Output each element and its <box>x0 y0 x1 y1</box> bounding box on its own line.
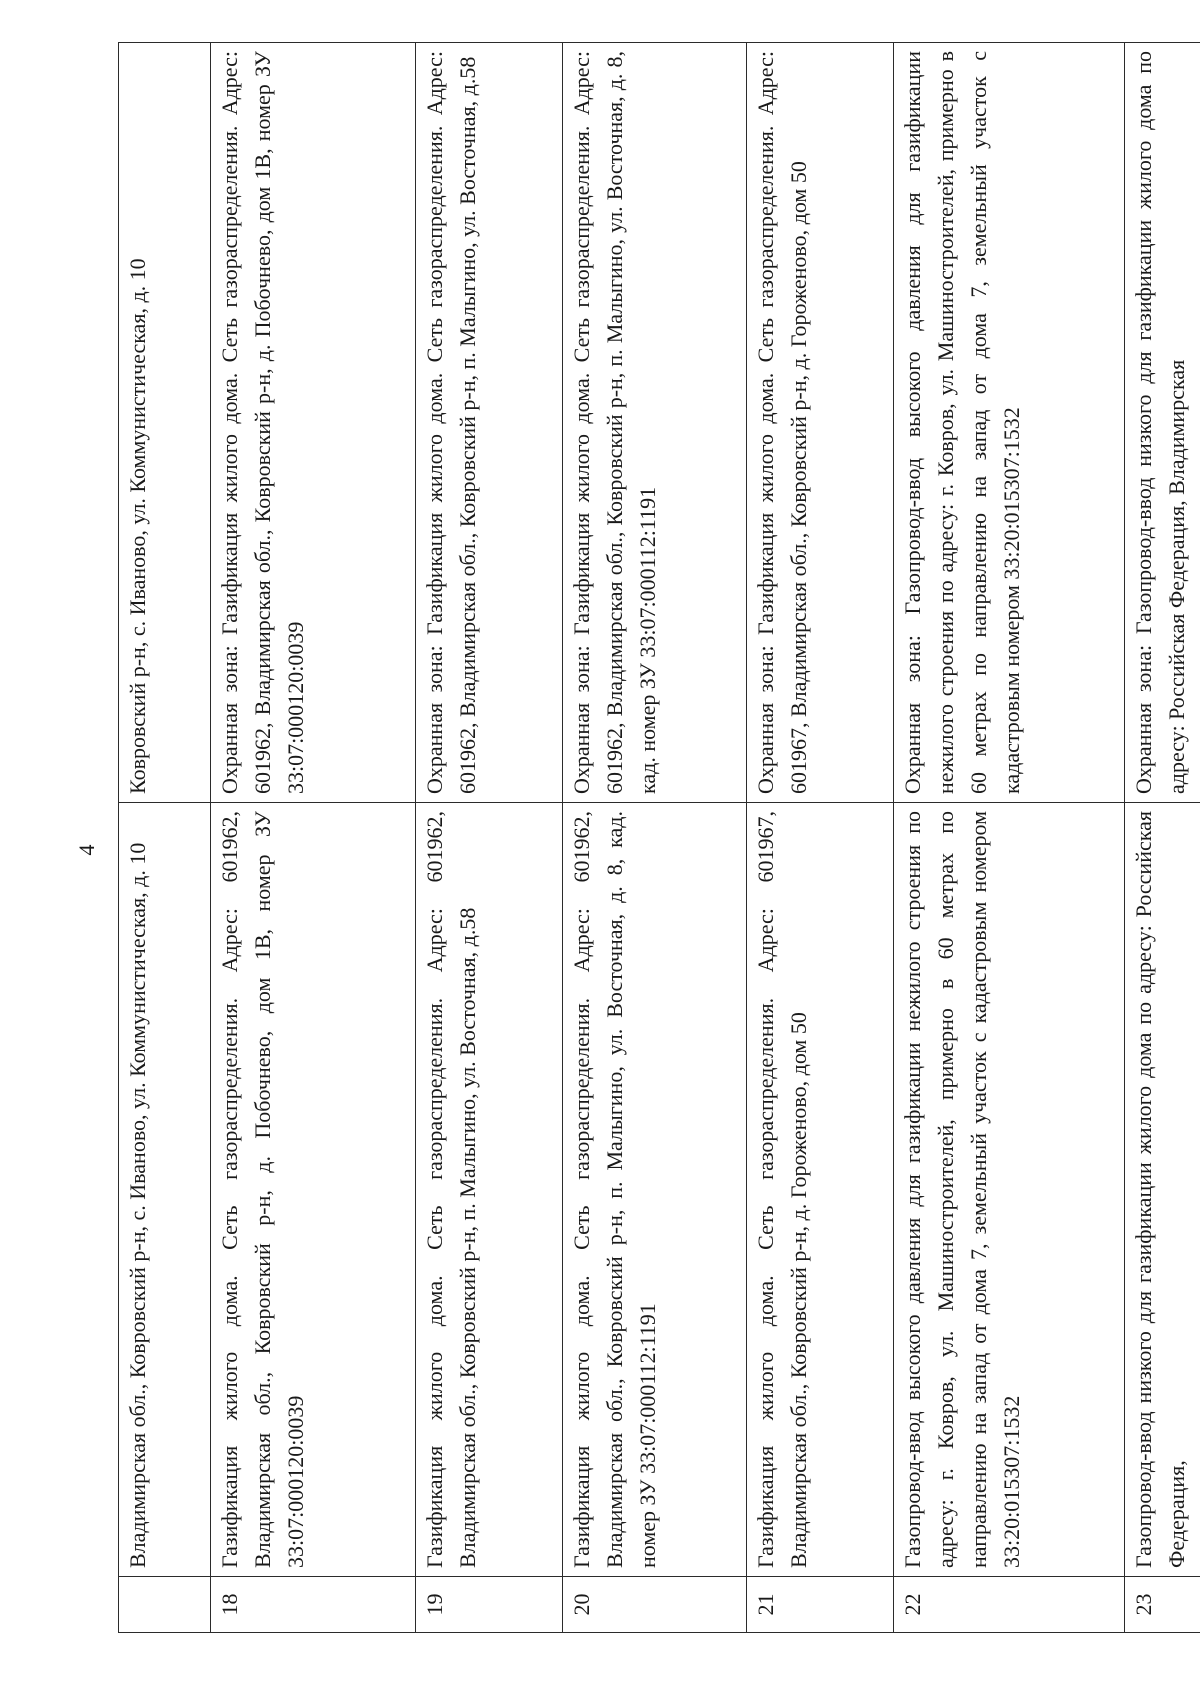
page-number: 4 <box>74 844 99 856</box>
table-row <box>562 43 747 1633</box>
rotated-page-content <box>118 43 1200 1633</box>
object-name-cell: Газификация жилого дома. Сеть газораспределения. Адрес: 601962, Владимирская обл., Ковровский р-н, п. Малыгино, ул. Восточная, д. 8, кад. номер ЗУ 33:07:000112:1191 <box>562 803 747 1577</box>
row-number: 22 <box>894 1577 1125 1633</box>
row-number: 21 <box>747 1577 894 1633</box>
row-number: 23 <box>1125 1577 1200 1633</box>
protection-zone-cell: Ковровский р-н, с. Иваново, ул. Коммунистическая, д. 10 <box>119 43 211 803</box>
table-row <box>894 43 1125 1633</box>
table-row <box>415 43 562 1633</box>
protection-zone-cell: Охранная зона: Газификация жилого дома. Сеть газораспределения. Адрес: 601962, Владимирская обл., Ковровский р-н, п. Малыгино, ул. Восточная, д.58 <box>415 43 562 803</box>
row-number: 20 <box>562 1577 747 1633</box>
protection-zone-cell: Охранная зона: Газификация жилого дома. Сеть газораспределения. Адрес: 601967, Владимирская обл., Ковровский р-н, д. Гороженово, дом 50 <box>747 43 894 803</box>
object-name-cell: Газопровод-ввод высокого давления для газификации нежилого строения по адресу: г. Ковров, ул. Машиностроителей, примерно в 60 метрах по направлению на запад от дома 7, земельный участок с кадастровым номером 33:20:015307:1532 <box>894 803 1125 1577</box>
protection-zone-cell: Охранная зона: Газификация жилого дома. Сеть газораспределения. Адрес: 601962, Владимирская обл., Ковровский р-н, п. Малыгино, ул. Восточная, д. 8, кад. номер ЗУ 33:07:000112:1191 <box>562 43 747 803</box>
document-table <box>118 42 1200 1633</box>
protection-zone-cell: Охранная зона: Газопровод-ввод высокого давления для газификации нежилого строения по адресу: г. Ковров, ул. Машиностроителей, примерно в 60 метрах по направлению на запад от дома 7, земельный участок с кадастровым номером 33:20:015307:1532 <box>894 43 1125 803</box>
table-row <box>211 43 415 1633</box>
row-number <box>119 1577 211 1633</box>
table-row <box>747 43 894 1633</box>
row-number: 19 <box>415 1577 562 1633</box>
protection-zone-cell: Охранная зона: Газификация жилого дома. Сеть газораспределения. Адрес: 601962, Владимирская обл., Ковровский р-н, д. Побочнево, дом 1В, номер ЗУ 33:07:000120:0039 <box>211 43 415 803</box>
object-name-cell: Газопровод-ввод низкого для газификации жилого дома по адресу: Российская Федерация, <box>1125 803 1200 1577</box>
object-name-cell: Владимирская обл., Ковровский р-н, с. Иваново, ул. Коммунистическая, д. 10 <box>119 803 211 1577</box>
protection-zone-cell: Охранная зона: Газопровод-ввод низкого для газификации жилого дома по адресу: Российская Федерация, Владимирская <box>1125 43 1200 803</box>
table-row <box>119 43 211 1633</box>
table-row <box>1125 43 1200 1633</box>
object-name-cell: Газификация жилого дома. Сеть газораспределения. Адрес: 601962, Владимирская обл., Ковровский р-н, п. Малыгино, ул. Восточная, д.58 <box>415 803 562 1577</box>
row-number: 18 <box>211 1577 415 1633</box>
object-name-cell: Газификация жилого дома. Сеть газораспределения. Адрес: 601962, Владимирская обл., Ковровский р-н, д. Побочнево, дом 1В, номер ЗУ 33:07:000120:0039 <box>211 803 415 1577</box>
object-name-cell: Газификация жилого дома. Сеть газораспределения. Адрес: 601967, Владимирская обл., Ковровский р-н, д. Гороженово, дом 50 <box>747 803 894 1577</box>
